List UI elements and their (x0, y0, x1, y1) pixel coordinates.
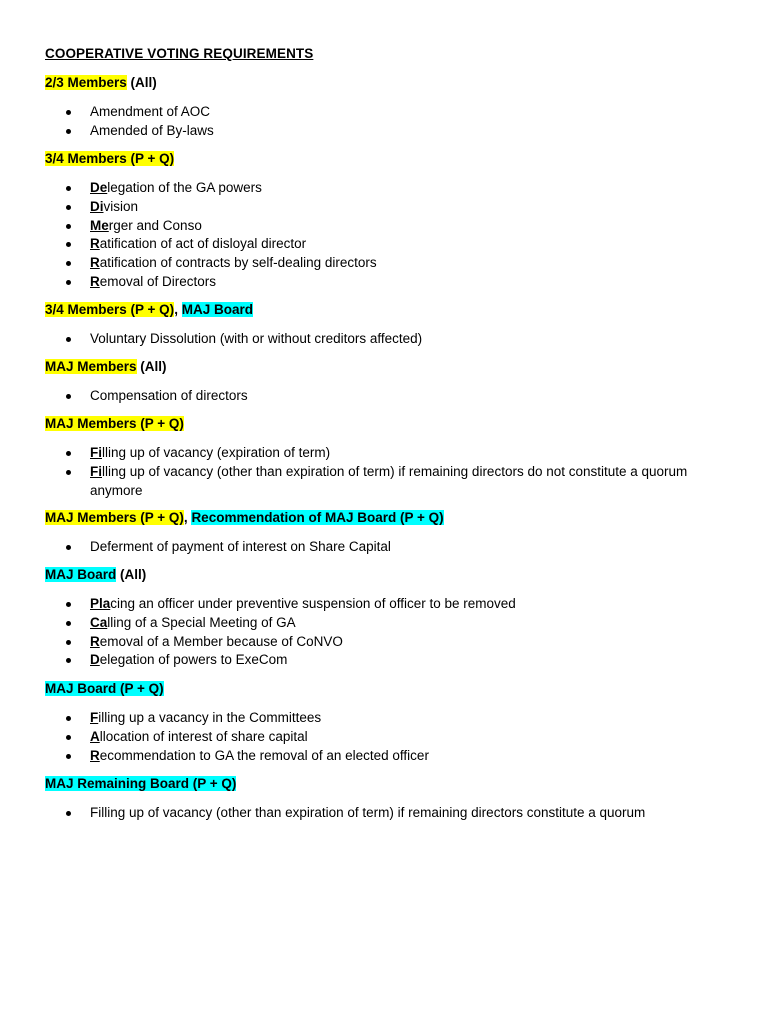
heading-part: MAJ Members (P + Q) (45, 510, 184, 525)
bullet-icon (66, 621, 71, 626)
list-item: Calling of a Special Meeting of GA (0, 614, 730, 633)
section-heading (45, 680, 164, 697)
heading-part: MAJ Remaining Board (P + Q) (45, 776, 237, 791)
list-item: Removal of Directors (0, 273, 730, 292)
bullet-icon (66, 205, 71, 210)
bullet-icon (66, 658, 71, 663)
section-heading (45, 301, 253, 318)
bullet-icon (66, 280, 71, 285)
section-heading (45, 415, 184, 432)
list-item: Placing an officer under preventive suspension of officer to be removed (0, 595, 730, 614)
bullet-icon (66, 602, 71, 607)
list-item: Allocation of interest of share capital (0, 728, 730, 747)
list-item: Ratification of contracts by self-dealing directors (0, 254, 730, 273)
heading-part: MAJ Members (P + Q) (45, 416, 184, 431)
list-item: Filling up a vacancy in the Committees (0, 709, 730, 728)
bullet-icon (66, 470, 71, 475)
list-item: Deferment of payment of interest on Share Capital (0, 538, 730, 557)
section-heading (45, 74, 157, 91)
bullet-icon (66, 337, 71, 342)
bullet-icon (66, 451, 71, 456)
heading-part: MAJ Members (45, 359, 137, 374)
list-item: Ratification of act of disloyal director (0, 235, 730, 254)
heading-part: , (174, 302, 182, 317)
list-item: Amendment of AOC (0, 103, 730, 122)
heading-part: 3/4 Members (P + Q) (45, 151, 175, 166)
bullet-icon (66, 110, 71, 115)
heading-part: MAJ Board (45, 567, 117, 582)
list-item: Filling up of vacancy (other than expiration of term) if remaining directors do not constitute a quorum anymore (0, 463, 730, 501)
list-item: Filling up of vacancy (expiration of term) (0, 444, 730, 463)
bullet-list (0, 179, 730, 292)
bullet-icon (66, 640, 71, 645)
document-title: COOPERATIVE VOTING REQUIREMENTS (45, 46, 314, 61)
bullet-icon (66, 394, 71, 399)
list-item: Filling up of vacancy (other than expiration of term) if remaining directors constitute a quorum (0, 804, 730, 823)
heading-part: Recommendation of MAJ Board (P + Q) (191, 510, 444, 525)
list-item: Recommendation to GA the removal of an elected officer (0, 747, 730, 766)
list-item: Voluntary Dissolution (with or without creditors affected) (0, 330, 730, 349)
bullet-list (0, 330, 730, 349)
bullet-icon (66, 735, 71, 740)
list-item: Delegation of the GA powers (0, 179, 730, 198)
section-heading (45, 775, 236, 792)
list-item: Division (0, 198, 730, 217)
bullet-list (0, 538, 730, 557)
bullet-icon (66, 242, 71, 247)
bullet-icon (66, 716, 71, 721)
heading-part: , (183, 510, 192, 525)
section-heading (45, 150, 174, 167)
bullet-icon (66, 224, 71, 229)
heading-part: MAJ Board (P + Q) (45, 681, 164, 696)
heading-part: (All) (126, 75, 157, 90)
bullet-list (0, 103, 730, 141)
list-item: Removal of a Member because of CoNVO (0, 633, 730, 652)
section-heading (45, 566, 146, 583)
bullet-list (0, 804, 730, 823)
bullet-icon (66, 129, 71, 134)
bullet-list (0, 387, 730, 406)
bullet-icon (66, 754, 71, 759)
bullet-icon (66, 186, 71, 191)
bullet-list (0, 709, 730, 765)
bullet-list (0, 444, 730, 500)
bullet-icon (66, 811, 71, 816)
heading-part: 3/4 Members (P + Q) (45, 302, 175, 317)
heading-part: MAJ Board (181, 302, 253, 317)
list-item: Amended of By-laws (0, 122, 730, 141)
heading-part: (All) (136, 359, 167, 374)
list-item: Compensation of directors (0, 387, 730, 406)
bullet-list (0, 595, 730, 670)
heading-part: 2/3 Members (45, 75, 127, 90)
heading-part: (All) (116, 567, 147, 582)
list-item: Delegation of powers to ExeCom (0, 651, 730, 670)
bullet-icon (66, 545, 71, 550)
list-item: Merger and Conso (0, 217, 730, 236)
section-heading (45, 358, 167, 375)
bullet-icon (66, 261, 71, 266)
section-heading (45, 509, 444, 526)
